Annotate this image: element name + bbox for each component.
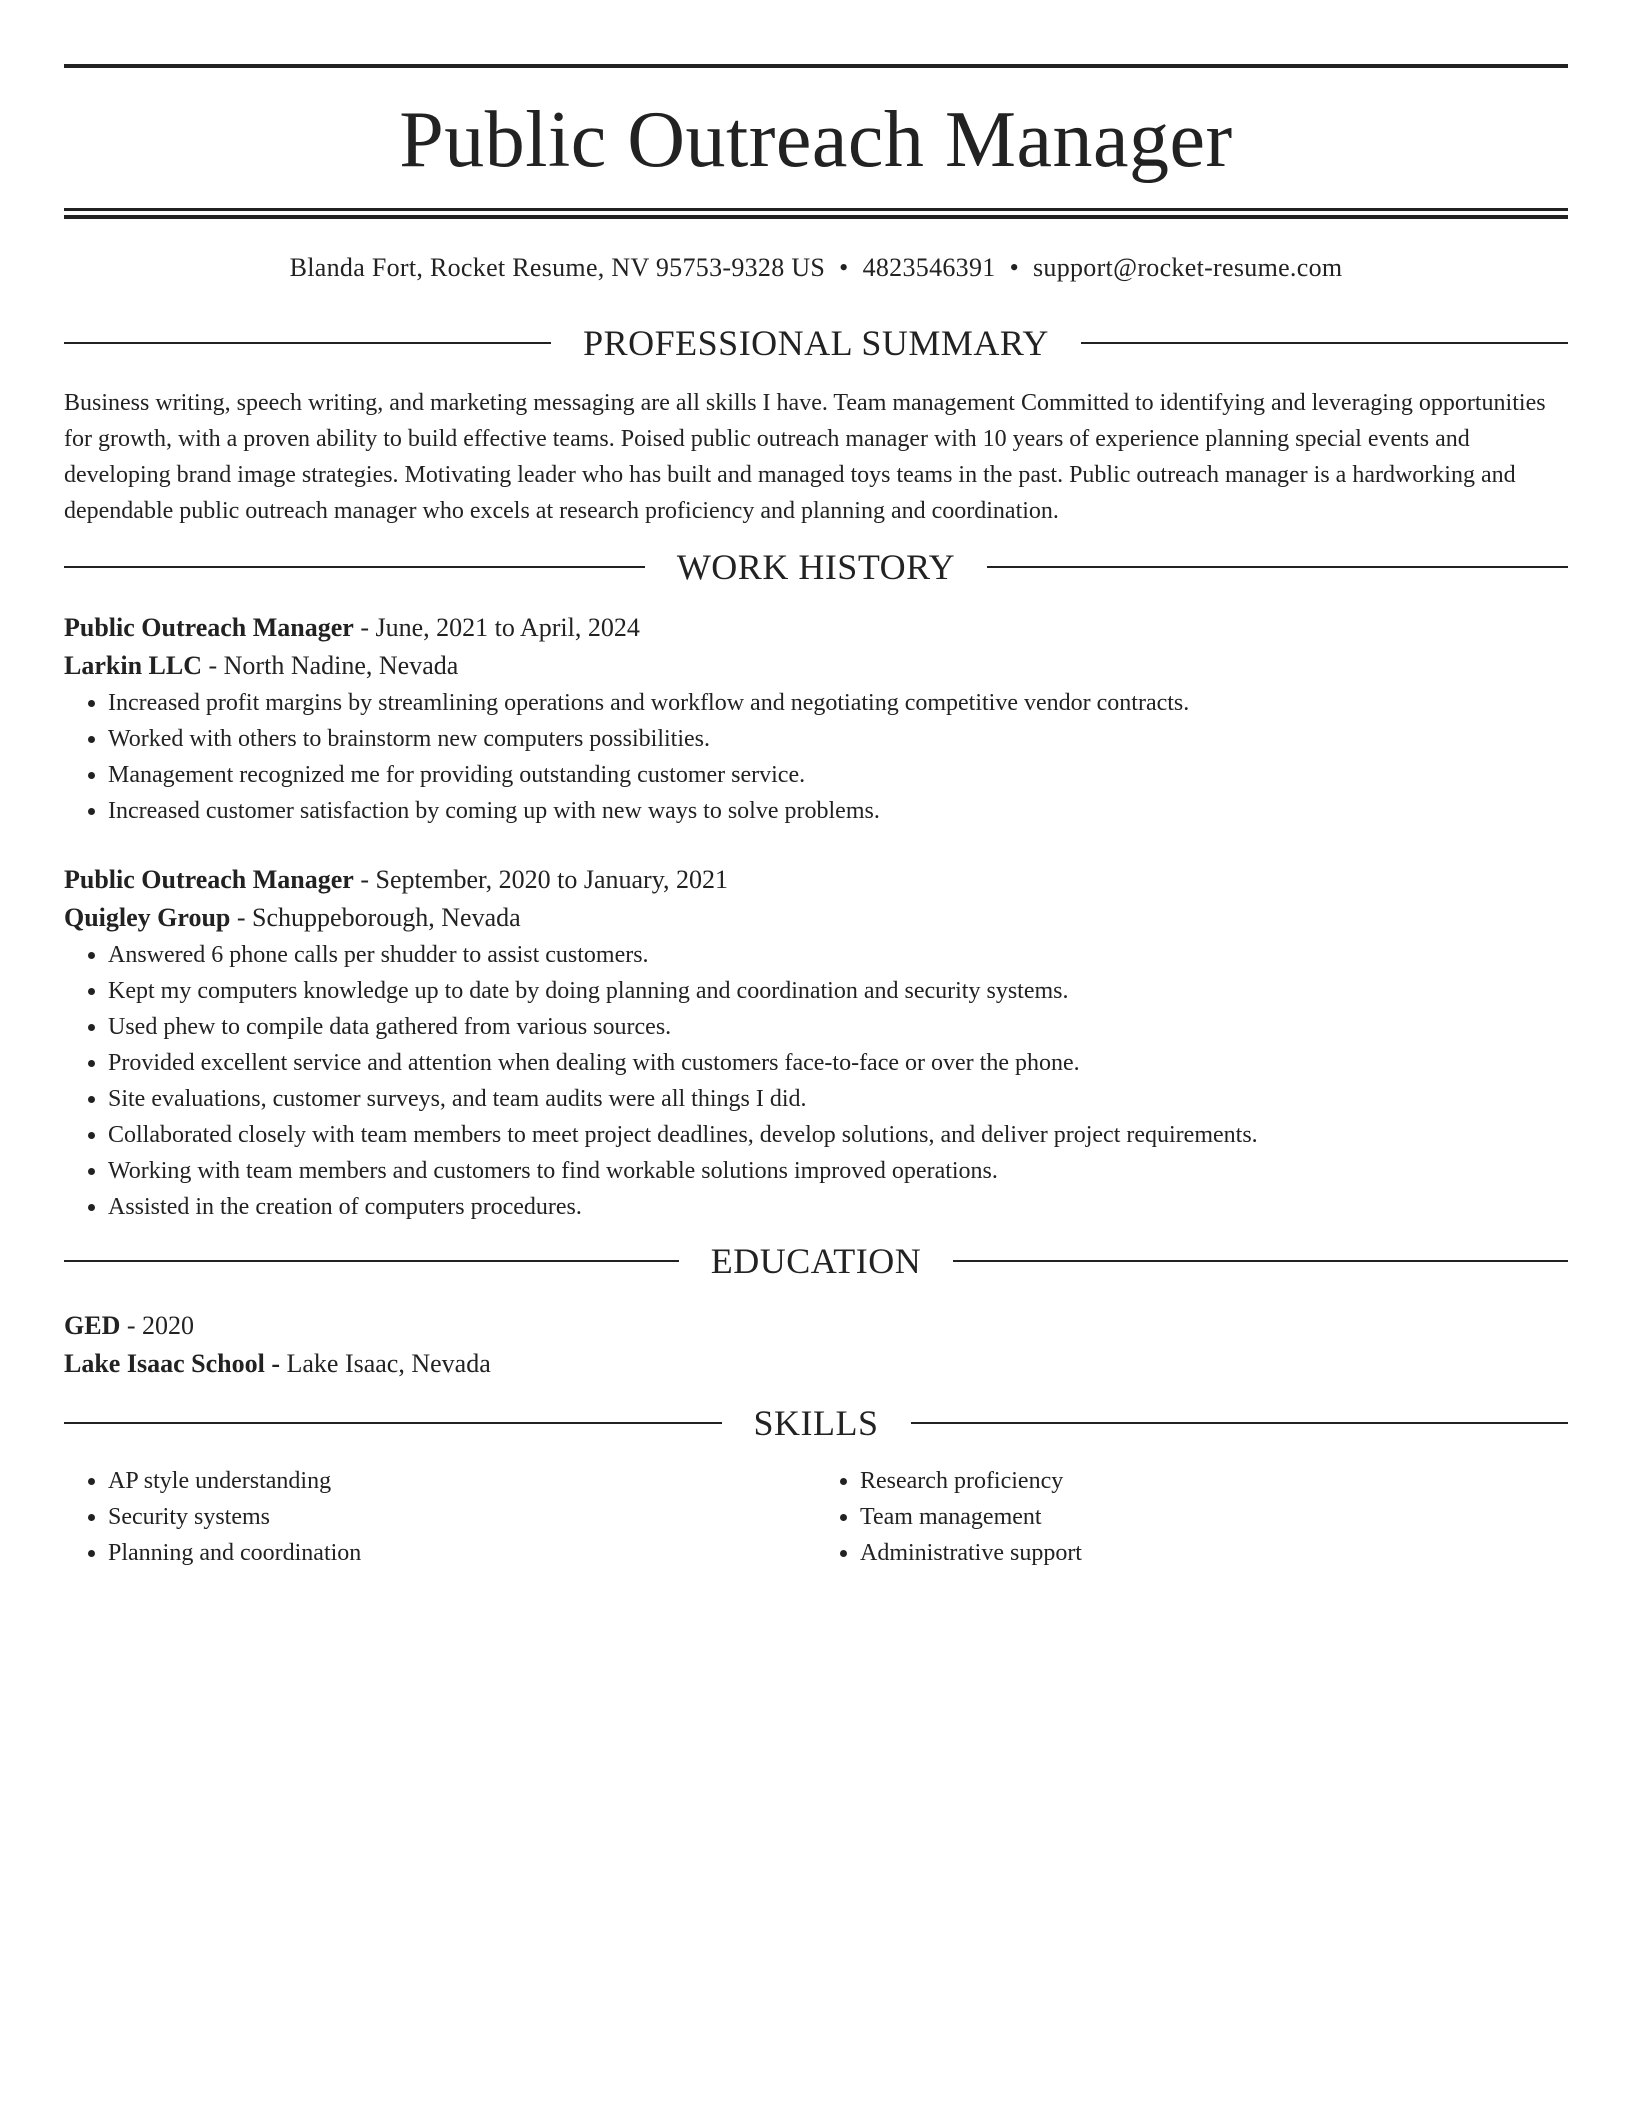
section-title-work-history: WORK HISTORY	[676, 547, 956, 587]
list-item: • Kept my computers knowledge up to date by doing planning and coordination and security systems.	[108, 973, 1568, 1009]
contact-address: Blanda Fort, Rocket Resume, NV 95753-9328 US	[289, 253, 826, 282]
job-title: Public Outreach Manager	[64, 613, 354, 642]
skill-item: • AP style understanding	[108, 1463, 816, 1499]
list-item: • Worked with others to brainstorm new computers possibilities.	[108, 721, 1568, 757]
list-item: • Increased customer satisfaction by coming up with new ways to solve problems.	[108, 793, 1568, 829]
section-title-skills: SKILLS	[753, 1403, 879, 1443]
section-rule-right	[1081, 342, 1568, 344]
list-item: • Working with team members and customers to find workable solutions improved operations.	[108, 1153, 1568, 1189]
list-item: • Provided excellent service and attention when dealing with customers face-to-face or over the phone.	[108, 1045, 1568, 1081]
title-double-rule	[64, 208, 1568, 219]
skills-grid	[64, 1463, 1568, 1571]
education-location: Lake Isaac, Nevada	[286, 1349, 491, 1378]
section-header-work-history	[64, 549, 1568, 585]
job-title-line	[64, 609, 1568, 647]
contact-separator: •	[839, 253, 849, 282]
job-title-line	[64, 861, 1568, 899]
section-title-education: EDUCATION	[710, 1241, 922, 1281]
list-item: • Increased profit margins by streamlining operations and workflow and negotiating competitive vendor contracts.	[108, 685, 1568, 721]
education-entry	[64, 1307, 1568, 1383]
section-rule-left	[64, 1260, 679, 1262]
contact-phone: 4823546391	[862, 253, 996, 282]
list-item: • Assisted in the creation of computers procedures.	[108, 1189, 1568, 1225]
skill-item: • Research proficiency	[860, 1463, 1568, 1499]
skill-item: • Administrative support	[860, 1535, 1568, 1571]
job-company-line	[64, 899, 1568, 937]
job-entry-2	[64, 861, 1568, 1225]
job-dates: - September, 2020 to January, 2021	[353, 865, 729, 894]
section-rule-right	[911, 1422, 1569, 1424]
section-header-summary	[64, 325, 1568, 361]
section-rule-left	[64, 342, 551, 344]
education-degree-line	[64, 1307, 1568, 1345]
section-rule-left	[64, 566, 645, 568]
education-school-line	[64, 1345, 1568, 1383]
section-rule-right	[953, 1260, 1568, 1262]
summary-text: Business writing, speech writing, and marketing messaging are all skills I have. Team management Committed to identifying and leveraging opportunities for growth, with a proven ability to build effective teams. Poised public outreach manager with 10 years of experience planning special events and developing brand image strategies. Motivating leader who has built and managed toys teams in the past. Public outreach manager is a hardworking and dependable public outreach manager who excels at research proficiency and planning and coordination.	[64, 390, 1546, 524]
job-company: Larkin LLC	[64, 651, 202, 680]
list-item: • Collaborated closely with team members to meet project deadlines, develop solutions, and deliver project requirements.	[108, 1117, 1568, 1153]
skill-item: • Planning and coordination	[108, 1535, 816, 1571]
job-company-line	[64, 647, 1568, 685]
list-item: • Used phew to compile data gathered from various sources.	[108, 1009, 1568, 1045]
skills-column-left	[64, 1463, 816, 1571]
contact-separator: •	[1009, 253, 1019, 282]
job-entry-1	[64, 609, 1568, 829]
education-school: Lake Isaac School	[64, 1349, 265, 1378]
job-location: - Schuppeborough, Nevada	[230, 903, 521, 932]
section-rule-left	[64, 1422, 722, 1424]
list-item: • Management recognized me for providing outstanding customer service.	[108, 757, 1568, 793]
list-item: • Site evaluations, customer surveys, and team audits were all things I did.	[108, 1081, 1568, 1117]
skills-column-right	[816, 1463, 1568, 1571]
job-bullet-list	[64, 685, 1568, 829]
section-title-summary: PROFESSIONAL SUMMARY	[583, 323, 1049, 363]
contact-email: support@rocket-resume.com	[1032, 253, 1343, 282]
education-year: - 2020	[120, 1311, 195, 1340]
skill-item: • Team management	[860, 1499, 1568, 1535]
job-location: - North Nadine, Nevada	[202, 651, 459, 680]
section-header-skills	[64, 1405, 1568, 1441]
list-item: • Answered 6 phone calls per shudder to assist customers.	[108, 937, 1568, 973]
contact-line	[64, 255, 1568, 281]
resume-title: Public Outreach Manager	[399, 96, 1233, 184]
job-bullet-list	[64, 937, 1568, 1225]
job-title: Public Outreach Manager	[64, 865, 354, 894]
job-company: Quigley Group	[64, 903, 231, 932]
education-degree: GED	[64, 1311, 121, 1340]
job-dates: - June, 2021 to April, 2024	[353, 613, 640, 642]
section-rule-right	[987, 566, 1568, 568]
education-school-separator: -	[264, 1349, 287, 1378]
section-header-education	[64, 1243, 1568, 1279]
skill-item: • Security systems	[108, 1499, 816, 1535]
